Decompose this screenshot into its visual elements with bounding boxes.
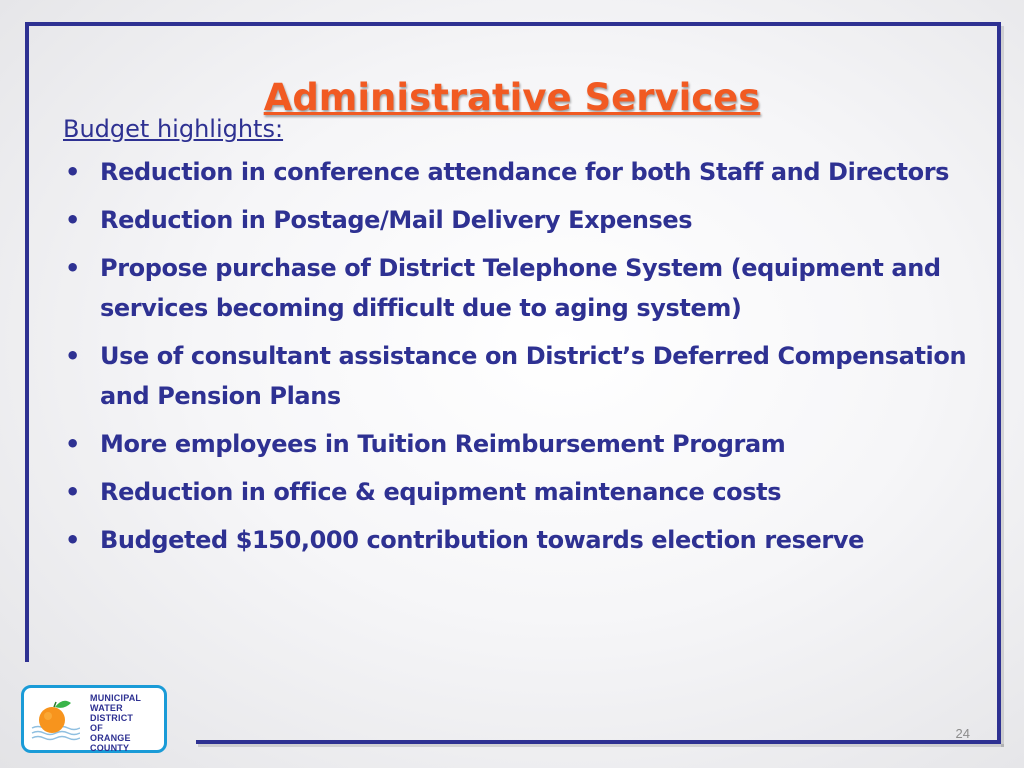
slide-content [63,112,973,568]
bullet-text: Reduction in office & equipment maintenance costs [100,478,782,506]
bullet-list [63,152,973,560]
bullet-item [63,424,973,464]
orange-fruit-icon [30,694,80,744]
bullet-icon: • [65,342,80,370]
mwdoc-logo [21,685,167,753]
bullet-text: Use of consultant assistance on District’s Deferred Compensation and Pension Plans [100,342,967,410]
budget-highlights-heading: Budget highlights: [63,115,284,143]
bullet-text: More employees in Tuition Reimbursement Program [100,430,786,458]
frame-bottom-border [196,740,1001,744]
bullet-item [63,520,973,560]
slide-title: Administrative Services [263,76,761,119]
frame-top-border [25,22,1001,26]
bullet-icon: • [65,526,80,554]
bullet-icon: • [65,158,80,186]
logo-line: WATER [90,703,123,713]
logo-line: OF [90,723,103,733]
bullet-item [63,152,973,192]
bullet-item [63,200,973,240]
bullet-icon: • [65,430,80,458]
bullet-text: Budgeted $150,000 contribution towards election reserve [100,526,864,554]
logo-line: MUNICIPAL [90,693,142,703]
logo-wordmark [90,693,166,753]
page-number: 24 [955,726,970,741]
bullet-item [63,336,973,416]
bullet-text: Propose purchase of District Telephone System (equipment and services becoming difficult due to aging system) [100,254,941,322]
bullet-icon: • [65,478,80,506]
bullet-text: Reduction in conference attendance for both Staff and Directors [100,158,950,186]
bullet-item [63,472,973,512]
logo-line: ORANGE [90,733,131,743]
frame-right-border [997,22,1001,744]
logo-line: COUNTY [90,743,130,753]
bullet-icon: • [65,206,80,234]
logo-line: DISTRICT [90,713,134,723]
bullet-text: Reduction in Postage/Mail Delivery Expenses [100,206,693,234]
frame-shadow-bottom [198,744,1004,747]
bullet-item [63,248,973,328]
bullet-icon: • [65,254,80,282]
frame-shadow-right [1001,26,1004,747]
